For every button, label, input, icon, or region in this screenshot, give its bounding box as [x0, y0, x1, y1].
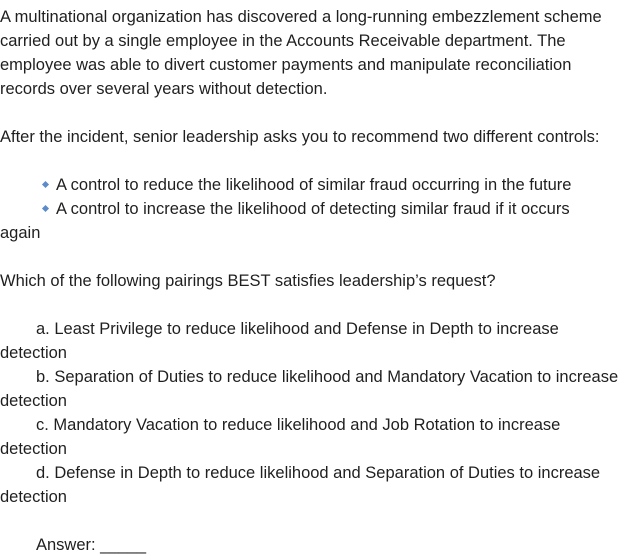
- option-b-text: b. Separation of Duties to reduce likelihood and Mandatory Vacation to increase: [36, 368, 619, 386]
- request-paragraph: After the incident, senior leadership asks you to recommend two different controls:: [0, 128, 600, 146]
- option-a[interactable]: [0, 317, 628, 365]
- spacer: [0, 509, 628, 533]
- bullet-item-detect: [0, 197, 628, 245]
- diamond-bullet-icon: [42, 205, 49, 212]
- spacer: [0, 293, 628, 317]
- spacer: [0, 101, 628, 125]
- intro-line-3: employee was able to divert customer payments and manipulate reconciliation: [0, 56, 572, 74]
- document-body: [0, 5, 628, 557]
- question-text: Which of the following pairings BEST satisfies leadership’s request?: [0, 272, 496, 290]
- bullet-list: [0, 173, 628, 245]
- answer-label[interactable]: Answer: _____: [36, 536, 147, 554]
- option-c-text: c. Mandatory Vacation to reduce likelihood and Job Rotation to increase: [36, 416, 561, 434]
- bullet-text: A control to increase the likelihood of detecting similar fraud if it occurs: [56, 200, 570, 218]
- bullet-text: A control to reduce the likelihood of similar fraud occurring in the future: [56, 176, 572, 194]
- answer-row: [0, 533, 628, 557]
- option-d-wrap: detection: [0, 488, 67, 506]
- option-a-text: a. Least Privilege to reduce likelihood and Defense in Depth to increase: [36, 320, 559, 338]
- spacer: [0, 245, 628, 269]
- intro-paragraph: [0, 5, 628, 101]
- bullet-item-reduce: [0, 173, 628, 197]
- option-c-wrap: detection: [0, 440, 67, 458]
- intro-line-2: carried out by a single employee in the Accounts Receivable department. The: [0, 32, 566, 50]
- option-d-text: d. Defense in Depth to reduce likelihood and Separation of Duties to increase: [36, 464, 601, 482]
- option-b[interactable]: [0, 365, 628, 413]
- option-a-wrap: detection: [0, 344, 67, 362]
- option-c[interactable]: [0, 413, 628, 461]
- options-list: [0, 317, 628, 509]
- diamond-bullet-icon: [42, 181, 49, 188]
- intro-line-1: A multinational organization has discovered a long-running embezzlement scheme: [0, 8, 602, 26]
- spacer: [0, 149, 628, 173]
- option-b-wrap: detection: [0, 392, 67, 410]
- intro-line-4: records over several years without detection.: [0, 80, 328, 98]
- option-d[interactable]: [0, 461, 628, 509]
- bullet-text-wrap: again: [0, 224, 41, 242]
